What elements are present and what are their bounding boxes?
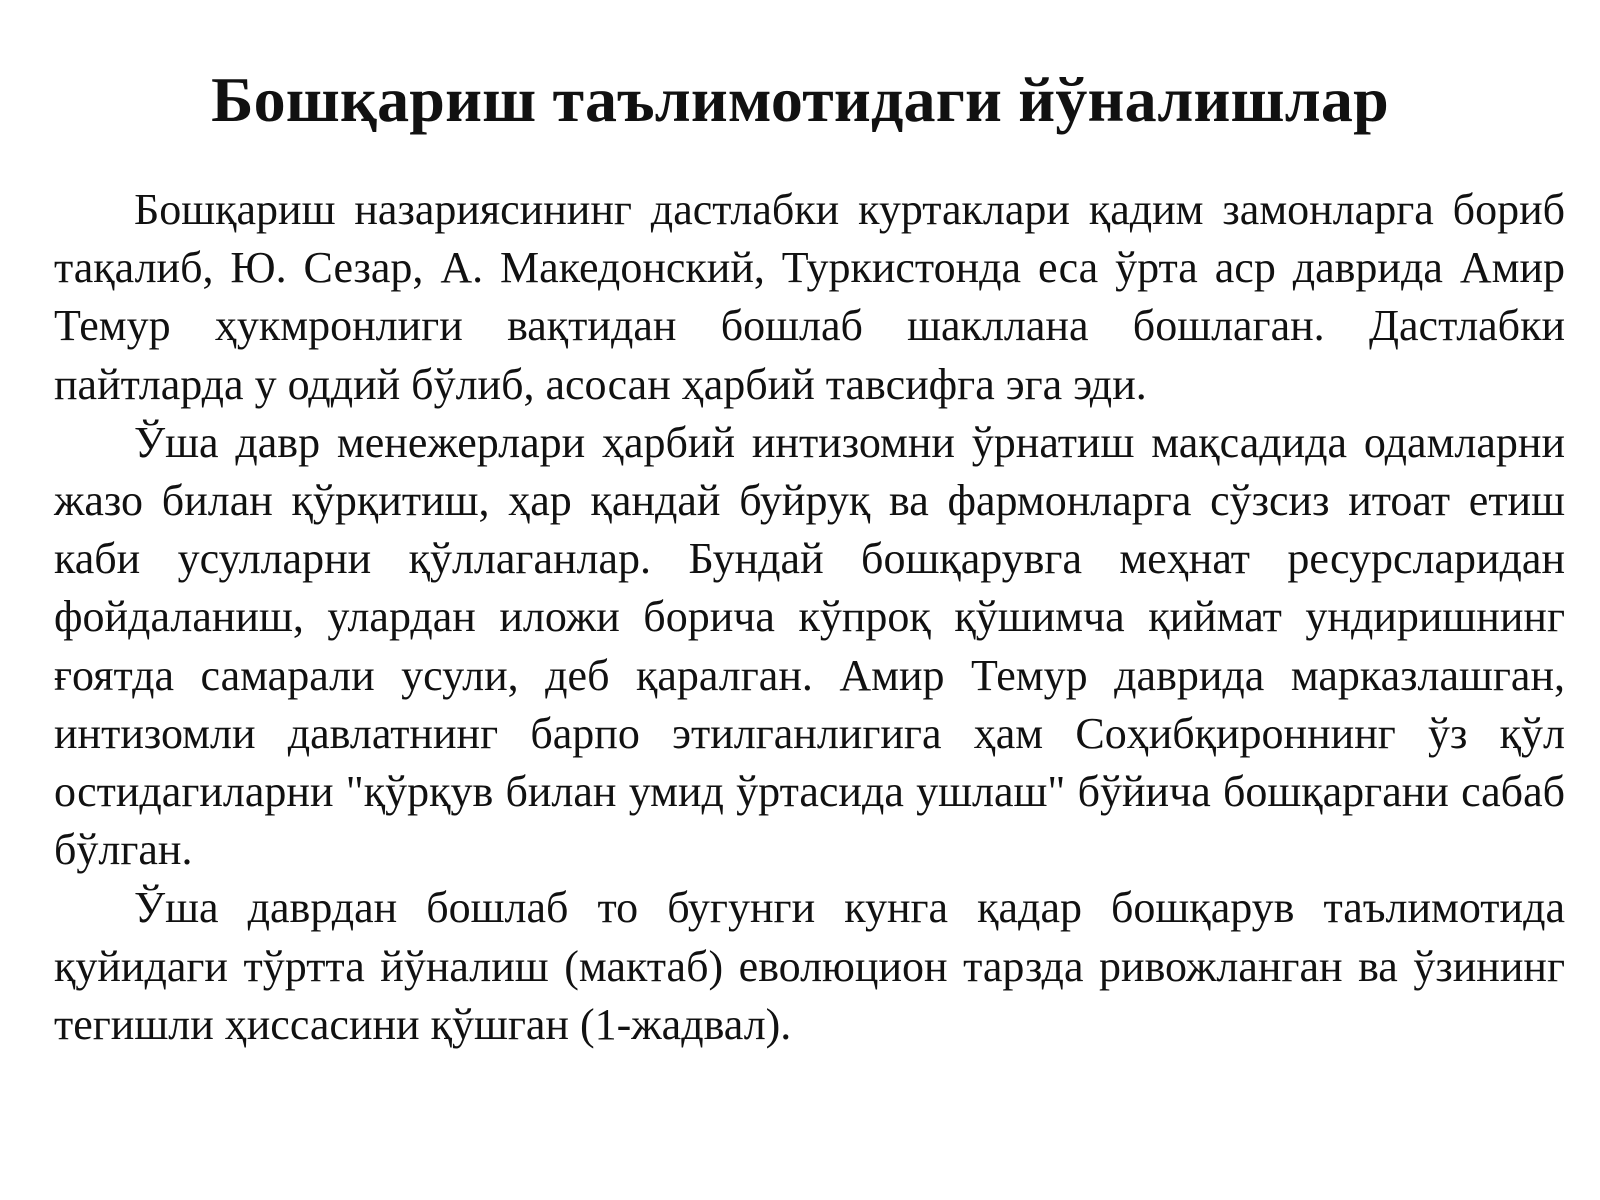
paragraph-2: Ўша давр менежерлари ҳарбий интизомни ўрнатиш мақсадида одамларни жазо билан қўрқитиш, ҳар қандай буйруқ ва фармонларга сўзсиз итоат етиш каби усулларни қўллаганлар. Бундай бошқарувга меҳнат ресурсларидан фойдаланиш, улардан иложи борича кўпроқ қўшимча қиймат ундиришнинг ғоятда самарали усули, деб қаралган. Амир Темур даврида марказлашган, интизомли давлатнинг барпо этилганлигига ҳам Соҳибқироннинг ўз қўл остидагиларни "қўрқув билан умид ўртасида ушлаш" бўйича бошқаргани сабаб бўлган.	[54, 417, 1565, 875]
document-body	[54, 181, 1565, 1054]
page-title: Бошқариш таълимотидаги йўналишлар	[211, 64, 1389, 135]
paragraph-1: Бошқариш назариясининг дастлабки куртаклари қадим замонларга бориб тақалиб, Ю. Сезар, А. Македонский, Туркистонда еса ўрта аср даврида Амир Темур ҳукмронлиги вақтидан бошлаб шакллана бошлаган. Дастлабки пайтларда у оддий бўлиб, асосан ҳарбий тавсифга эга эди.	[54, 185, 1565, 409]
paragraph-3: Ўша даврдан бошлаб то бугунги кунга қадар бошқарув таълимотида қуйидаги тўртта йўналиш (мактаб) еволюцион тарзда ривожланган ва ўзининг тегишли ҳиссасини қўшган (1-жадвал).	[54, 883, 1565, 1049]
